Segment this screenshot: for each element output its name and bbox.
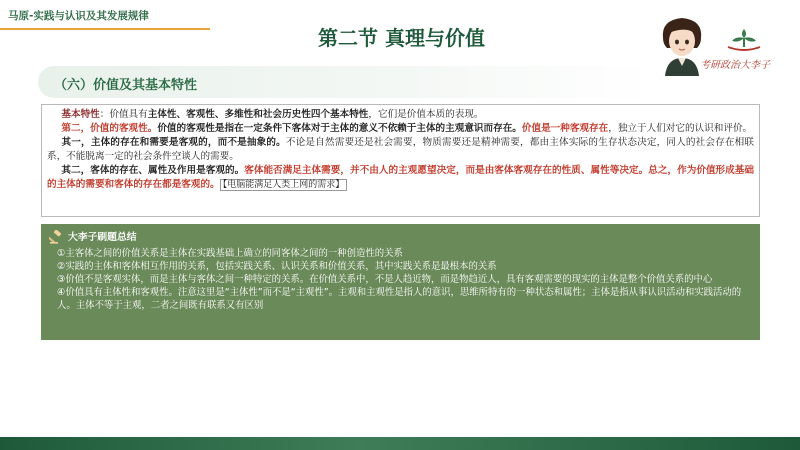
paragraph-basic-features [47,108,754,122]
section-title: 第二节 真理与价值 [318,26,485,50]
summary-line: ③价值不是客观实体，而是主体与客体之间一种特定的关系。在价值关系中，不是人趋近物，而是物趋近人，具有客观需要的现实的主体是整个价值关系的中心 [57,274,713,285]
text-p1-colon: ：价值具有 [99,109,148,120]
text-p2-bold: 价值的客观性是指在一定条件下客体对于主体的意义不依赖于主体的主观意识而存在。 [157,123,522,134]
example-tag: 【电脑能满足人类上网的需求】 [220,179,348,191]
text-p3-tail: 不论是自然需要还是社会需要，物质需要还是精神需要，都由主体实际的生存状态决定，同人的社会存在相联系，不能脱离一定的社会条件空谈人的需要。 [47,137,755,162]
label-basic-features: 基本特性 [61,109,100,120]
gavel-icon [49,230,63,244]
paragraph-object-objective [47,164,754,192]
top-header [0,0,800,71]
summary-line: ②实践的主体和客体相互作用的关系，包括实践关系、认识关系和价值关系，其中实践关系是最根本的关系 [57,261,497,272]
text-p2-red2: 价值是一种客观存在 [521,123,609,134]
summary-header [49,230,752,244]
text-p3-bold: 其一，主体的存在和需要是客观的，而不是抽象的。 [61,137,286,148]
summary-line: ④价值具有主体性和客观性。注意这里是“主体性”而不是“主观性”。主观和主观性是指人的意识，思维所特有的一种状态和属性；主体是指从事认识活动和实践活动的人。主体不等于主观，二者之间既有联系又有区别 [57,287,742,311]
brand-logo-icon [714,26,774,54]
text-p2-red1: 第二，价值的客观性。 [61,123,158,134]
course-title-underline [0,28,210,30]
text-p4-red: 客体能否满足主体需要，并不由人的主观愿望决定，而是由客体客观存在的性质、属性等决定。总之，作为价值形成基础的主体的需要和客体的存在都是客观的。 [47,165,755,190]
text-p2-tail: ，独立于人们对它的认识和评价。 [608,123,753,134]
course-title: 马原-实践与认识及其发展规律 [8,10,149,22]
subsection-banner [38,66,658,98]
subsection-title: （六）价值及其基本特性 [54,78,198,93]
brand-text: 考研政治大李子 [700,60,770,71]
summary-line: ①主客体之间的价值关系是主体在实践基础上确立的同客体之间的一种创造性的关系 [57,248,403,259]
bottom-decorative-strip [0,437,800,450]
content-box [41,104,760,217]
paragraph-subject-objective [47,136,754,164]
text-p1-bold: 主体性、客观性、多维性和社会历史性四个基本特性 [147,109,369,120]
summary-title: 大李子刷题总结 [68,231,137,243]
summary-box [41,224,760,340]
text-p4-bold: 其二，客体的存在、属性及作用是客观的。 [61,165,245,176]
paragraph-objectivity [47,122,754,136]
text-p1-tail: ，它们是价值本质的表现。 [368,109,484,120]
